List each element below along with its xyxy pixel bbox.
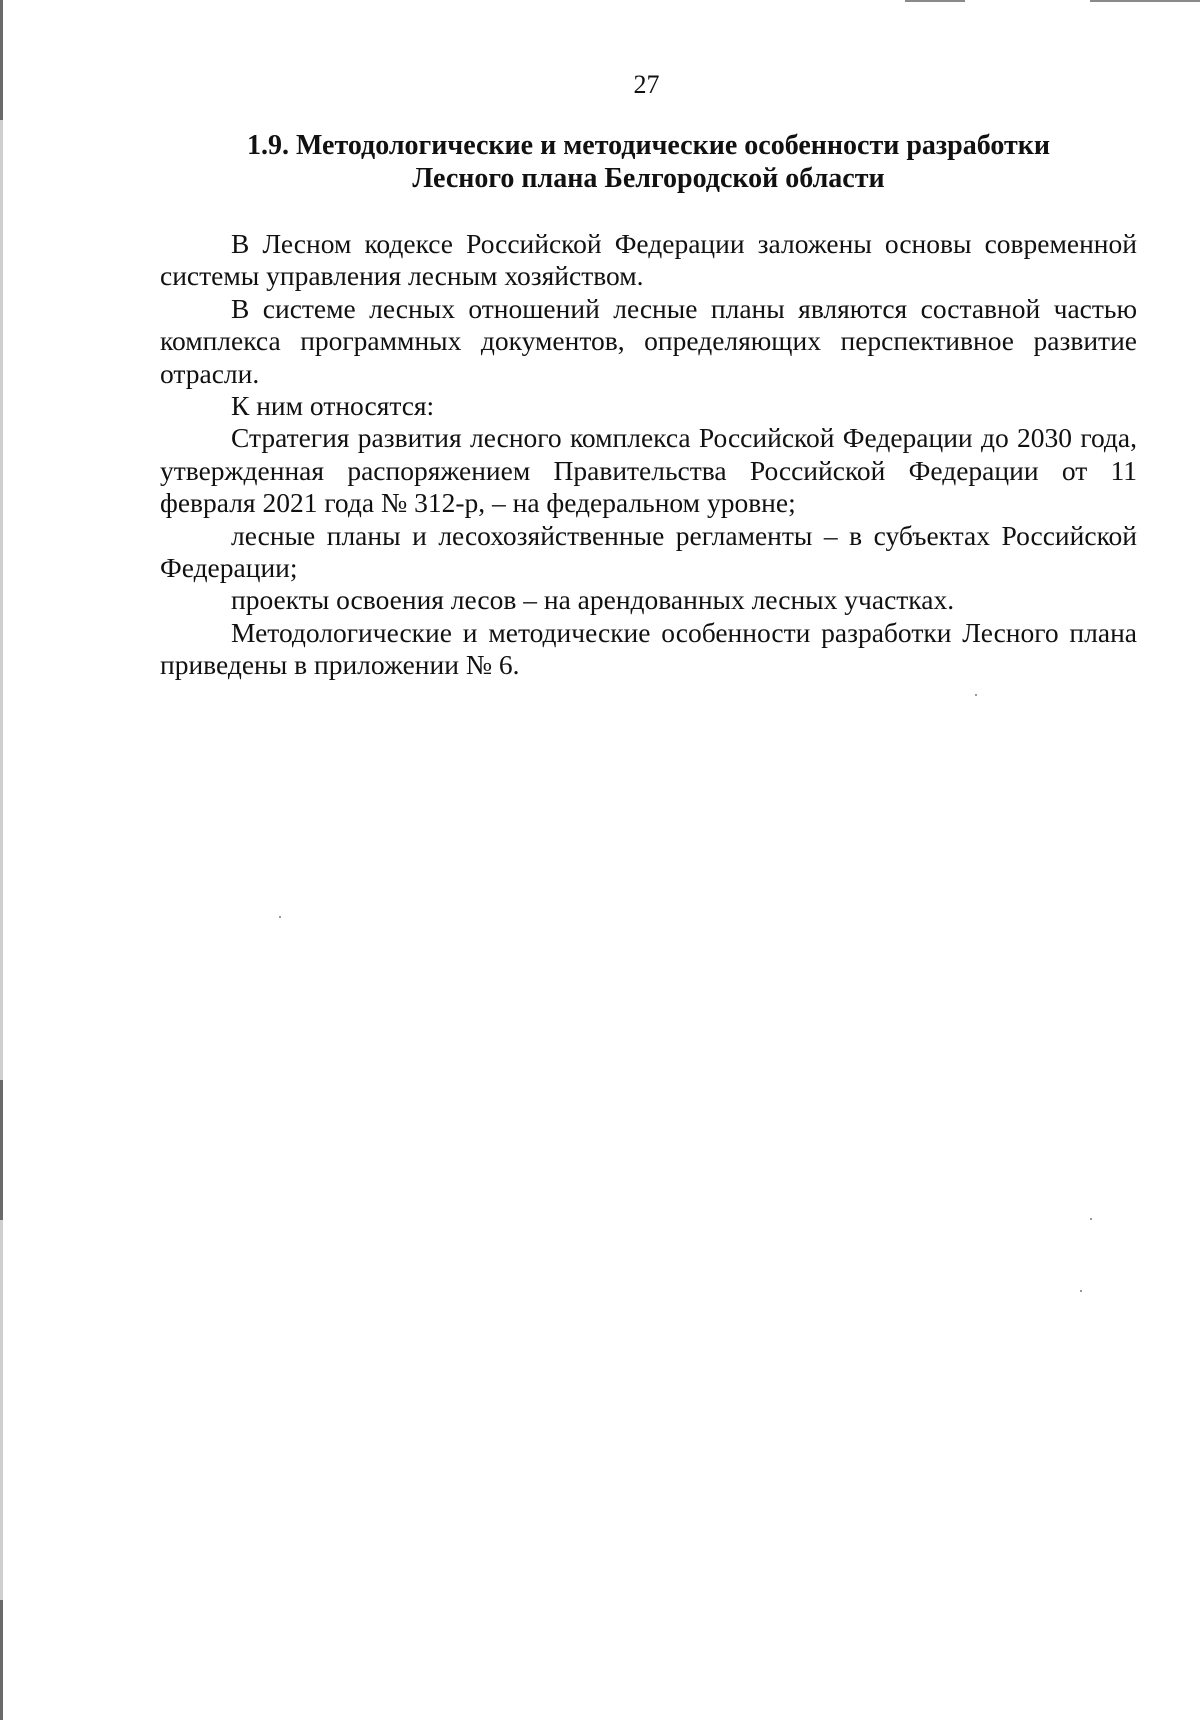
paragraph: В Лесном кодексе Российской Федерации заложены основы современной системы управления лесным хозяйством.	[160, 228, 1137, 292]
scan-edge-mark	[0, 1600, 3, 1720]
scan-speck	[975, 694, 977, 696]
scan-speck	[1080, 1290, 1082, 1292]
scan-speck	[279, 916, 281, 918]
scan-top-mark	[905, 0, 965, 2]
section-heading-line-2: Лесного плана Белгородской области	[412, 163, 885, 194]
paragraph: Методологические и методические особенности разработки Лесного плана приведены в приложении № 6.	[160, 616, 1137, 681]
paragraph: Стратегия развития лесного комплекса Российской Федерации до 2030 года, утвержденная распоряжением Правительства Российской Федерации от 11 февраля 2021 года № 312-р, – на федеральном уровне;	[160, 422, 1137, 519]
paragraph: К ним относятся:	[231, 390, 435, 422]
scan-left-edge	[0, 0, 3, 1720]
paragraph: лесные планы и лесохозяйственные регламенты – в субъектах Российской Федерации;	[160, 519, 1137, 584]
section-heading-line-1: 1.9. Методологические и методические особенности разработки	[246, 130, 1051, 161]
scan-speck	[1090, 1218, 1092, 1220]
paragraph: В системе лесных отношений лесные планы являются составной частью комплекса программных документов, определяющих перспективное развитие отрасли.	[160, 292, 1137, 389]
body-text	[160, 228, 1137, 682]
page-number: 27	[633, 70, 660, 99]
scan-edge-mark	[0, 0, 3, 120]
scan-edge-mark	[0, 1080, 3, 1220]
paragraph: проекты освоения лесов – на арендованных лесных участках.	[231, 584, 955, 616]
scan-top-mark	[1090, 0, 1200, 2]
section-heading	[160, 129, 1137, 195]
